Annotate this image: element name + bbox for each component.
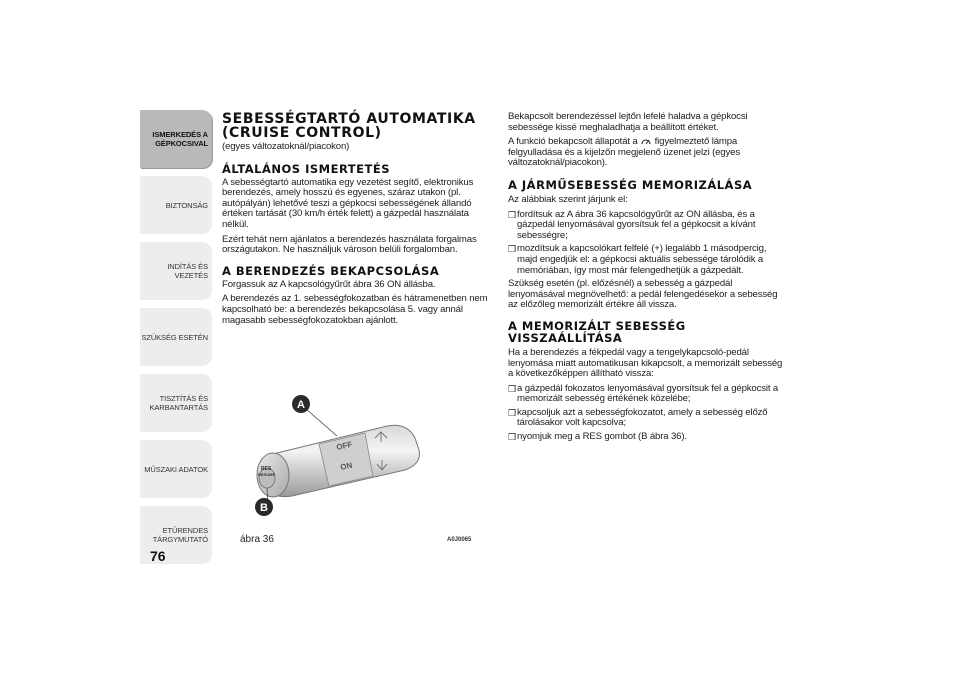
leader-line-a [305,408,337,436]
list-item: ❒ a gázpedál fokozatos lenyomásával gyorsítsuk fel a gépkocsit a memorizált sebesség értékének közelébe; [508,382,779,405]
paragraph: Forgassuk az A kapcsológyűrűt ábra 36 ON állásba. [222,278,436,290]
paragraph: A berendezés az 1. sebességfokozatban és hátramenetben nem kapcsolható be: a berendezés bekapcsolása 5. vagy annál magasabb sebességfokozatokban ajánlott. [222,293,488,326]
list-item: ❒ mozdítsuk a kapcsolókart felfelé (+) legalább 1 másodpercig, majd engedjük el: a gépkocsi aktuális sebessége tárolódik a memóriában, így most már felengedhetjük a gázpedált. [508,243,767,276]
figure-caption: ábra 36 [240,534,274,545]
paragraph: Az alábbiak szerint járjunk el: [508,193,628,205]
figure-stalk-illustration [237,378,474,544]
list-item: ❒ kapcsoljuk azt a sebességfokozatot, amely a sebesség előző tárolásakor volt kapcsolva; [508,406,768,429]
list-item: ❒ fordítsuk az A ábra 36 kapcsológyűrűt az ON állásba, és a gázpedál lenyomásával gyorsítsuk fel a gépkocsit a kívánt sebességre; [508,208,756,241]
tab-inditas-es-vezetes[interactable]: INDÍTÁS ÉS VEZETÉS [140,242,212,300]
res-label: RES [261,466,272,472]
tab-muszaki-adatok[interactable]: MŰSZAKI ADATOK [140,440,212,498]
stalk-drawing [237,378,474,538]
paragraph: A sebességtartó automatika egy vezetést segítő, elektronikus berendezés, amely hosszú és egyenes, száraz utakon (pl. autópályán) lehetővé teszi a gépkocsi sebességének állandó értéken tartását (30 km/h érték felett) a gázpedál használata nélkül. [222,176,474,230]
cruise-control-icon [640,137,652,145]
tab-biztonsag[interactable]: BIZTONSÁG [140,176,212,234]
checkbox-bullet-icon: ❒ [508,407,516,418]
subtitle: (egyes változatoknál/piacokon) [222,141,350,152]
tab-ismerkedes[interactable]: ISMERKEDÉS A GÉPKOCSIVAL [140,110,212,168]
right-column [508,112,788,446]
paragraph-with-icon: A funkció bekapcsolt állapotát a figyelmeztető lámpa felgyulladása és a kijelzőn megjelenő üzenet jelzi (egyes változatoknál/piacokon). [508,136,740,169]
label-a: A [297,399,305,411]
resume-label: RESUME [258,472,276,477]
tab-szukseg-eseten[interactable]: SZÜKSÉG ESETÉN [140,308,212,366]
on-label: ON [339,460,354,472]
tab-tisztitas[interactable]: TISZTÍTÁS ÉS KARBANTARTÁS [140,374,212,432]
checkbox-bullet-icon: ❒ [508,244,516,255]
off-label: OFF [335,439,354,452]
page-title: SEBESSÉGTARTÓ AUTOMATIKA (CRUISE CONTROL) [222,111,476,141]
section-heading-visszaallitas: A MEMORIZÁLT SEBESSÉG VISSZAÁLLÍTÁSA [508,318,686,345]
checkbox-bullet-icon: ❒ [508,432,516,443]
restore-steps-list [508,384,788,443]
section-heading-memorizalas: A JÁRMŰSEBESSÉG MEMORIZÁLÁSA [508,177,753,192]
memorize-steps-list [508,210,788,277]
section-heading-altalanos: ÁLTALÁNOS ISMERTETÉS [222,161,390,176]
list-item: ❒ nyomjuk meg a RES gombot (B ábra 36). [508,431,687,443]
tab-targymutato[interactable]: ETŰRENDES TÁRGYMUTATÓ [140,506,212,564]
paragraph: Ha a berendezés a fékpedál vagy a tengelykapcsoló-pedál lenyomása miatt automatikusan kikapcsolt, a memorizált sebesség a következőképpen állítható vissza: [508,346,783,380]
checkbox-bullet-icon: ❒ [508,383,516,394]
page-number: 76 [150,548,166,564]
label-b: B [260,502,268,514]
section-heading-bekapcsolas: A BERENDEZÉS BEKAPCSOLÁSA [222,263,440,278]
left-column [222,112,494,330]
checkbox-bullet-icon: ❒ [508,209,516,220]
paragraph: Bekapcsolt berendezéssel lejtőn lefelé haladva a gépkocsi sebessége kissé meghaladhatja a beállított értéket. [508,111,748,133]
figure-code: A0J0065 [447,537,472,543]
paragraph: Szükség esetén (pl. előzésnél) a sebesség a gázpedál lenyomásával megnövelhető: a pedál felengedésekor a sebesség az előzőleg memorizált értékre áll vissza. [508,278,778,311]
paragraph: Ezért tehát nem ajánlatos a berendezés használata forgalmas országutakon. Ne használjuk városon belüli forgalomban. [222,233,477,256]
